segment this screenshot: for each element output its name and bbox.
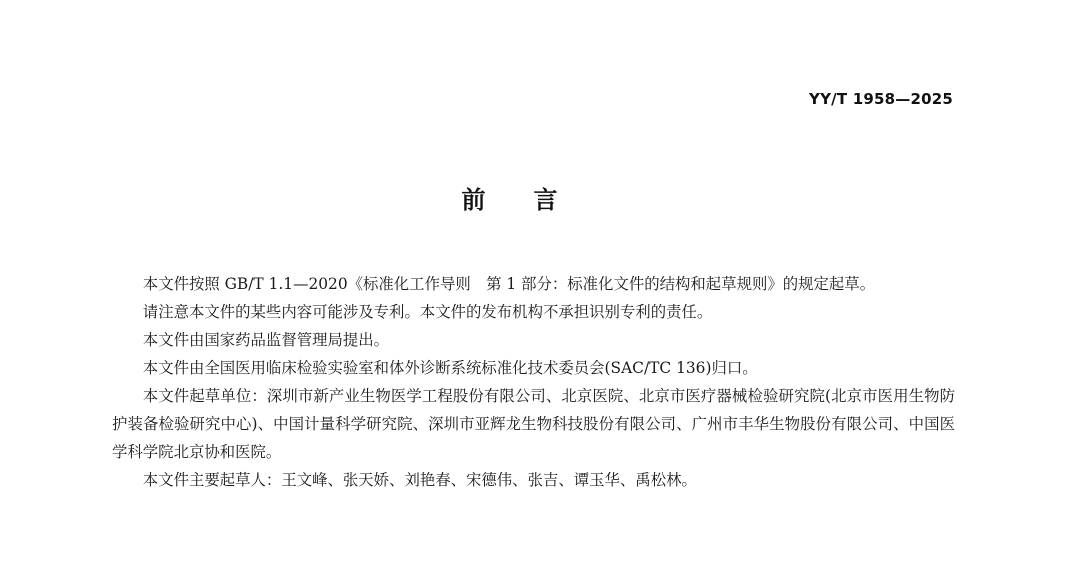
paragraph-proposer: 本文件由国家药品监督管理局提出。 [142, 331, 390, 349]
standard-code: YY/T 1958—2025 [809, 90, 953, 108]
paragraph-drafting-units: 本文件起草单位：深圳市新产业生物医学工程股份有限公司、北京医院、北京市医疗器械检验研究院(北京市医用生物防护装备检验研究中心)、中国计量科学研究院、深圳市亚辉龙生物科技股份有限公司、广州市丰华生物股份有限公司、中国医学科学院北京协和医院。 [112, 387, 955, 461]
paragraph-committee: 本文件由全国医用临床检验实验室和体外诊断系统标准化技术委员会(SAC/TC 136)归口。 [142, 359, 758, 377]
paragraph-patent-notice: 请注意本文件的某些内容可能涉及专利。本文件的发布机构不承担识别专利的责任。 [142, 303, 713, 321]
paragraph-drafters: 本文件主要起草人：王文峰、张天娇、刘艳春、宋德伟、张吉、谭玉华、禹松林。 [142, 471, 697, 489]
foreword-body [112, 270, 955, 494]
paragraph-drafting-rules: 本文件按照 GB/T 1.1—2020《标准化工作导则 第 1 部分：标准化文件的结构和起草规则》的规定起草。 [142, 275, 876, 293]
page-title: 前言 [461, 186, 606, 214]
